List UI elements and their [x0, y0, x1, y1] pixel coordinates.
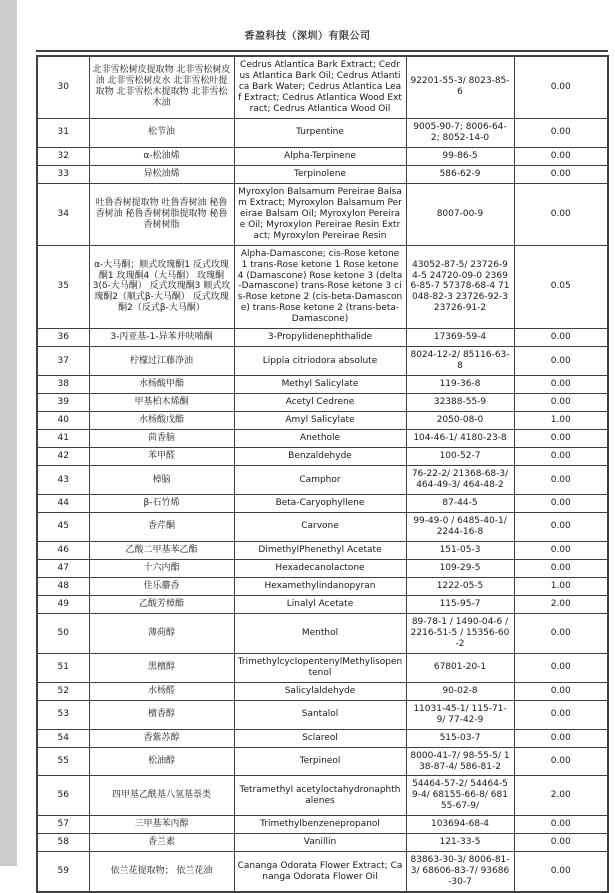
percentage-value: 0.00 — [514, 834, 608, 852]
english-name: Vanillin — [234, 834, 406, 852]
chinese-name: 依兰花提取物； 依兰花油 — [89, 852, 234, 892]
chinese-name: 佳乐麝香 — [89, 577, 234, 595]
percentage-value: 0.05 — [514, 245, 608, 329]
cas-number: 9005-90-7; 8006-64-2; 8052-14-0 — [406, 118, 514, 147]
cas-number: 8000-41-7/ 98-55-5/ 138-87-4/ 586-81-2 — [406, 747, 514, 776]
row-number: 51 — [37, 653, 89, 682]
table-row — [37, 347, 608, 376]
english-name: Acetyl Cedrene — [234, 394, 406, 412]
row-number: 55 — [37, 747, 89, 776]
row-number: 50 — [37, 613, 89, 653]
percentage-value: 2.00 — [514, 776, 608, 816]
row-number: 44 — [37, 495, 89, 513]
table-row — [37, 394, 608, 412]
english-name: Cedrus Atlantica Bark Extract; Cedrus Atlantica Bark Oil; Cedrus Atlantica Bark Water; Cedrus Atlantica Leaf Extract; Cedrus Atlantica Wood Extract; Cedrus Atlantica Wood Oil — [234, 56, 406, 118]
cas-number: 32388-55-9 — [406, 394, 514, 412]
cas-number: 11031-45-1/ 115-71-9/ 77-42-9 — [406, 700, 514, 729]
percentage-value: 0.00 — [514, 430, 608, 448]
english-name: Alpha-Terpinene — [234, 147, 406, 165]
row-number: 59 — [37, 852, 89, 892]
row-number: 38 — [37, 376, 89, 394]
percentage-value: 0.00 — [514, 466, 608, 495]
cas-number: 109-29-5 — [406, 559, 514, 577]
cas-number: 104-46-1/ 4180-23-8 — [406, 430, 514, 448]
english-name: Beta-Caryophyllene — [234, 495, 406, 513]
chinese-name: 黑檀醇 — [89, 653, 234, 682]
row-number: 33 — [37, 165, 89, 183]
table-row — [37, 747, 608, 776]
percentage-value: 0.00 — [514, 147, 608, 165]
table-row — [37, 466, 608, 495]
table-row — [37, 776, 608, 816]
company-title: 香盈科技（深圳）有限公司 — [244, 31, 371, 42]
chinese-name: 檀香醇 — [89, 700, 234, 729]
chinese-name: 香紫苏醇 — [89, 729, 234, 747]
percentage-value: 0.00 — [514, 513, 608, 542]
chinese-name: β-石竹烯 — [89, 495, 234, 513]
chinese-name: 香芹酮 — [89, 513, 234, 542]
row-number: 39 — [37, 394, 89, 412]
cas-number: 121-33-5 — [406, 834, 514, 852]
english-name: Sclareol — [234, 729, 406, 747]
row-number: 46 — [37, 541, 89, 559]
percentage-value: 0.00 — [514, 183, 608, 245]
chinese-name: 3-丙亚基-1-异苯并呋喃酮 — [89, 329, 234, 347]
table-row — [37, 653, 608, 682]
chinese-name: 吐鲁香树提取物 吐鲁香树油 秘鲁香树油 秘鲁香树树脂提取物 秘鲁香树树脂 — [89, 183, 234, 245]
table-row — [37, 245, 608, 329]
percentage-value: 0.00 — [514, 747, 608, 776]
table-row — [37, 430, 608, 448]
table-body — [37, 56, 608, 892]
row-number: 52 — [37, 682, 89, 700]
table-row — [37, 448, 608, 466]
chinese-name: 水杨醛 — [89, 682, 234, 700]
table-row — [37, 412, 608, 430]
row-number: 54 — [37, 729, 89, 747]
row-number: 48 — [37, 577, 89, 595]
table-row — [37, 852, 608, 892]
table-row — [37, 147, 608, 165]
row-number: 45 — [37, 513, 89, 542]
percentage-value: 0.00 — [514, 56, 608, 118]
row-number: 40 — [37, 412, 89, 430]
cas-number: 92201-55-3/ 8023-85-6 — [406, 56, 514, 118]
cas-number: 76-22-2/ 21368-68-3/ 464-49-3/ 464-48-2 — [406, 466, 514, 495]
english-name: Turpentine — [234, 118, 406, 147]
cas-number: 67801-20-1 — [406, 653, 514, 682]
table-row — [37, 165, 608, 183]
cas-number: 8007-00-9 — [406, 183, 514, 245]
english-name: Tetramethyl acetyloctahydronaphthalenes — [234, 776, 406, 816]
percentage-value: 0.00 — [514, 394, 608, 412]
table-row — [37, 700, 608, 729]
table-row — [37, 682, 608, 700]
percentage-value: 0.00 — [514, 700, 608, 729]
percentage-value: 0.00 — [514, 852, 608, 892]
row-number: 47 — [37, 559, 89, 577]
row-number: 49 — [37, 595, 89, 613]
row-number: 30 — [37, 56, 89, 118]
row-number: 35 — [37, 245, 89, 329]
chinese-name: 甲基柏木烯酮 — [89, 394, 234, 412]
cas-number: 586-62-9 — [406, 165, 514, 183]
english-name: Menthol — [234, 613, 406, 653]
percentage-value: 0.00 — [514, 682, 608, 700]
cas-number: 87-44-5 — [406, 495, 514, 513]
english-name: Salicylaldehyde — [234, 682, 406, 700]
cas-number: 99-49-0 / 6485-40-1/ 2244-16-8 — [406, 513, 514, 542]
english-name: Myroxylon Balsamum Pereirae Balsam Extract; Myroxylon Balsamum Pereirae Balsam Oil; Myroxylon Pereirae Oil; Myroxylon Pereirae Resin Extract; Myroxylon Pereirae Resin — [234, 183, 406, 245]
percentage-value: 1.00 — [514, 412, 608, 430]
cas-number: 89-78-1 / 1490-04-6 / 2216-51-5 / 15356-60-2 — [406, 613, 514, 653]
row-number: 57 — [37, 816, 89, 834]
english-name: Trimethylbenzenepropanol — [234, 816, 406, 834]
english-name: Terpinolene — [234, 165, 406, 183]
english-name: Lippia citriodora absolute — [234, 347, 406, 376]
percentage-value: 0.00 — [514, 559, 608, 577]
table-row — [37, 329, 608, 347]
table-row — [37, 729, 608, 747]
chinese-name: 柠檬过江藤净油 — [89, 347, 234, 376]
row-number: 32 — [37, 147, 89, 165]
cas-number: 119-36-8 — [406, 376, 514, 394]
chinese-name: 水杨酸甲酯 — [89, 376, 234, 394]
cas-number: 100-52-7 — [406, 448, 514, 466]
english-name: Camphor — [234, 466, 406, 495]
chinese-name: α-大马酮；顺式玫瑰酮1 反式玫瑰酮1 玫瑰酮4（大马酮） 玫瑰酮3(δ-大马酮） 反式玫瑰酮3 顺式玫瑰酮2（顺式β-大马酮） 反式玫瑰酮2（反式β-大马酮） — [89, 245, 234, 329]
percentage-value: 0.00 — [514, 729, 608, 747]
english-name: Amyl Salicylate — [234, 412, 406, 430]
percentage-value: 0.00 — [514, 329, 608, 347]
table-row — [37, 118, 608, 147]
chinese-name: 松油醇 — [89, 747, 234, 776]
row-number: 53 — [37, 700, 89, 729]
chinese-name: 苯甲醛 — [89, 448, 234, 466]
english-name: Anethole — [234, 430, 406, 448]
ingredient-table — [36, 55, 609, 893]
english-name: TrimethylcyclopentenylMethylisopentenol — [234, 653, 406, 682]
english-name: Carvone — [234, 513, 406, 542]
row-number: 34 — [37, 183, 89, 245]
english-name: DimethylPhenethyl Acetate — [234, 541, 406, 559]
chinese-name: 四甲基乙酰基八氢基萘类 — [89, 776, 234, 816]
row-number: 43 — [37, 466, 89, 495]
english-name: 3-Propylidenephthalide — [234, 329, 406, 347]
row-number: 56 — [37, 776, 89, 816]
english-name: Linalyl Acetate — [234, 595, 406, 613]
percentage-value: 2.00 — [514, 595, 608, 613]
percentage-value: 0.00 — [514, 448, 608, 466]
english-name: Alpha-Damascone; cis-Rose ketone 1 trans-Rose ketone 1 Rose ketone 4 (Damascone) Rose ketone 3 (delta-Damascone) trans-Rose ketone 3 cis-Rose ketone 2 (cis-beta-Damascone) trans-Rose ketone 2 (trans-beta-Damascone) — [234, 245, 406, 329]
row-number: 31 — [37, 118, 89, 147]
chinese-name: 薄荷醇 — [89, 613, 234, 653]
cas-number: 17369-59-4 — [406, 329, 514, 347]
table-row — [37, 613, 608, 653]
percentage-value: 0.00 — [514, 816, 608, 834]
percentage-value: 0.00 — [514, 347, 608, 376]
chinese-name: 樟脑 — [89, 466, 234, 495]
chinese-name: 水杨酸戊酯 — [89, 412, 234, 430]
chinese-name: 三甲基苯丙醇 — [89, 816, 234, 834]
cas-number: 99-86-5 — [406, 147, 514, 165]
percentage-value: 0.00 — [514, 165, 608, 183]
percentage-value: 0.00 — [514, 541, 608, 559]
english-name: Hexadecanolactone — [234, 559, 406, 577]
table-row — [37, 559, 608, 577]
table-row — [37, 513, 608, 542]
cas-number: 90-02-8 — [406, 682, 514, 700]
row-number: 36 — [37, 329, 89, 347]
table-row — [37, 56, 608, 118]
cas-number: 8024-12-2/ 85116-63-8 — [406, 347, 514, 376]
chinese-name: 乙酸二甲基苯乙酯 — [89, 541, 234, 559]
cas-number: 43052-87-5/ 23726-94-5 24720-09-0 23696-85-7 57378-68-4 71048-82-3 23726-92-3 23726-91-2 — [406, 245, 514, 329]
cas-number: 2050-08-0 — [406, 412, 514, 430]
table-row — [37, 541, 608, 559]
cas-number: 515-03-7 — [406, 729, 514, 747]
chinese-name: 异松油烯 — [89, 165, 234, 183]
table-row — [37, 376, 608, 394]
english-name: Hexamethylindanopyran — [234, 577, 406, 595]
chinese-name: 乙酸芳樟酯 — [89, 595, 234, 613]
percentage-value: 0.00 — [514, 495, 608, 513]
cas-number: 1222-05-5 — [406, 577, 514, 595]
percentage-value: 0.00 — [514, 653, 608, 682]
table-row — [37, 595, 608, 613]
english-name: Cananga Odorata Flower Extract; Cananga Odorata Flower Oil — [234, 852, 406, 892]
row-number: 58 — [37, 834, 89, 852]
cas-number: 54464-57-2/ 54464-59-4/ 68155-66-8/ 68155-67-9/ — [406, 776, 514, 816]
percentage-value: 0.00 — [514, 118, 608, 147]
table-row — [37, 577, 608, 595]
row-number: 37 — [37, 347, 89, 376]
table-row — [37, 183, 608, 245]
cas-number: 83863-30-3/ 8006-81-3/ 68606-83-7/ 93686-30-7 — [406, 852, 514, 892]
percentage-value: 0.00 — [514, 613, 608, 653]
cas-number: 151-05-3 — [406, 541, 514, 559]
chinese-name: 十六内酯 — [89, 559, 234, 577]
percentage-value: 0.00 — [514, 376, 608, 394]
cas-number: 103694-68-4 — [406, 816, 514, 834]
page-edge-strip — [0, 0, 17, 866]
chinese-name: 松节油 — [89, 118, 234, 147]
english-name: Santalol — [234, 700, 406, 729]
english-name: Terpineol — [234, 747, 406, 776]
chinese-name: 北非雪松树皮提取物 北非雪松树皮油 北非雪松树皮水 北非雪松叶提取物 北非雪松木提取物 北非雪松木油 — [89, 56, 234, 118]
row-number: 41 — [37, 430, 89, 448]
chinese-name: 茴香脑 — [89, 430, 234, 448]
english-name: Methyl Salicylate — [234, 376, 406, 394]
table-row — [37, 834, 608, 852]
table-row — [37, 816, 608, 834]
row-number: 42 — [37, 448, 89, 466]
english-name: Benzaldehyde — [234, 448, 406, 466]
table-row — [37, 495, 608, 513]
chinese-name: 香兰素 — [89, 834, 234, 852]
chinese-name: α-松油烯 — [89, 147, 234, 165]
table-top-rule — [36, 50, 608, 52]
cas-number: 115-95-7 — [406, 595, 514, 613]
percentage-value: 1.00 — [514, 577, 608, 595]
